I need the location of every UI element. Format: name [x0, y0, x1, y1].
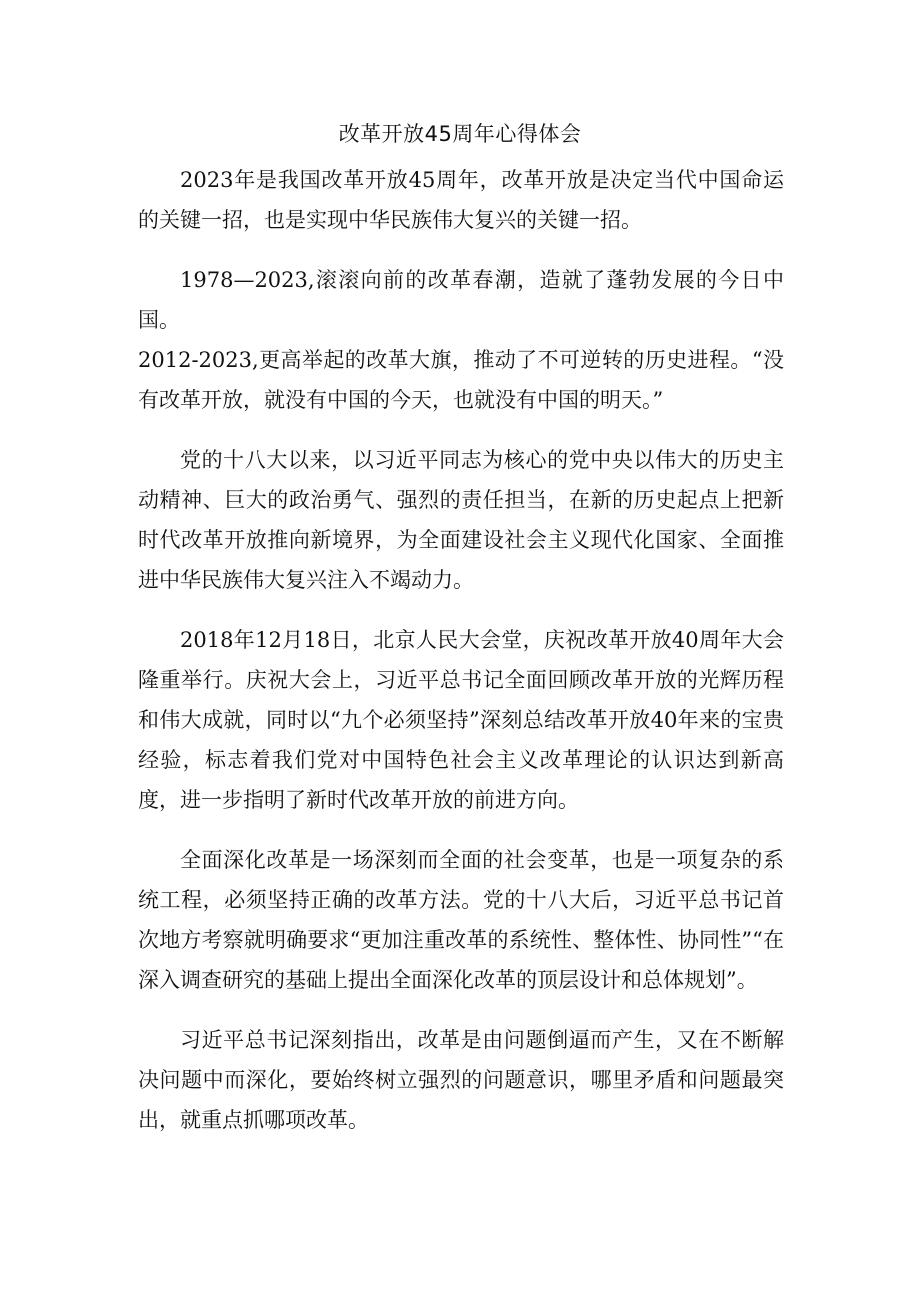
paragraph: 党的十八大以来，以习近平同志为核心的党中央以伟大的历史主动精神、巨大的政治勇气、强烈的责任担当，在新的历史起点上把新时代改革开放推向新境界，为全面建设社会主义现代化国家、全面推进中华民族伟大复兴注入不竭动力。: [138, 448, 784, 592]
paragraph: 2012-2023,更高举起的改革大旗，推动了不可逆转的历史进程。“没有改革开放，就没有中国的今天，也就没有中国的明天。”: [138, 348, 784, 412]
paragraph: 2023年是我国改革开放45周年，改革开放是决定当代中国命运的关键一招，也是实现中华民族伟大复兴的关键一招。: [138, 168, 784, 232]
document-title: 改革开放45周年心得体会: [338, 122, 582, 146]
paragraph: 2018年12月18日，北京人民大会堂，庆祝改革开放40周年大会隆重举行。庆祝大会上，习近平总书记全面回顾改革开放的光辉历程和伟大成就，同时以“九个必须坚持”深刻总结改革开放40年来的宝贵经验，标志着我们党对中国特色社会主义改革理论的认识达到新高度，进一步指明了新时代改革开放的前进方向。: [138, 628, 784, 812]
paragraph: 全面深化改革是一场深刻而全面的社会变革，也是一项复杂的系统工程，必须坚持正确的改革方法。党的十八大后，习近平总书记首次地方考察就明确要求“更加注重改革的系统性、整体性、协同性”“在深入调查研究的基础上提出全面深化改革的顶层设计和总体规划”。: [138, 848, 784, 992]
paragraph: 1978—2023,滚滚向前的改革春潮，造就了蓬勃发展的今日中国。: [138, 268, 784, 332]
document-body: [138, 160, 784, 1160]
paragraph: 习近平总书记深刻指出，改革是由问题倒逼而产生，又在不断解决问题中而深化，要始终树立强烈的问题意识，哪里矛盾和问题最突出，就重点抓哪项改革。: [138, 1028, 784, 1132]
